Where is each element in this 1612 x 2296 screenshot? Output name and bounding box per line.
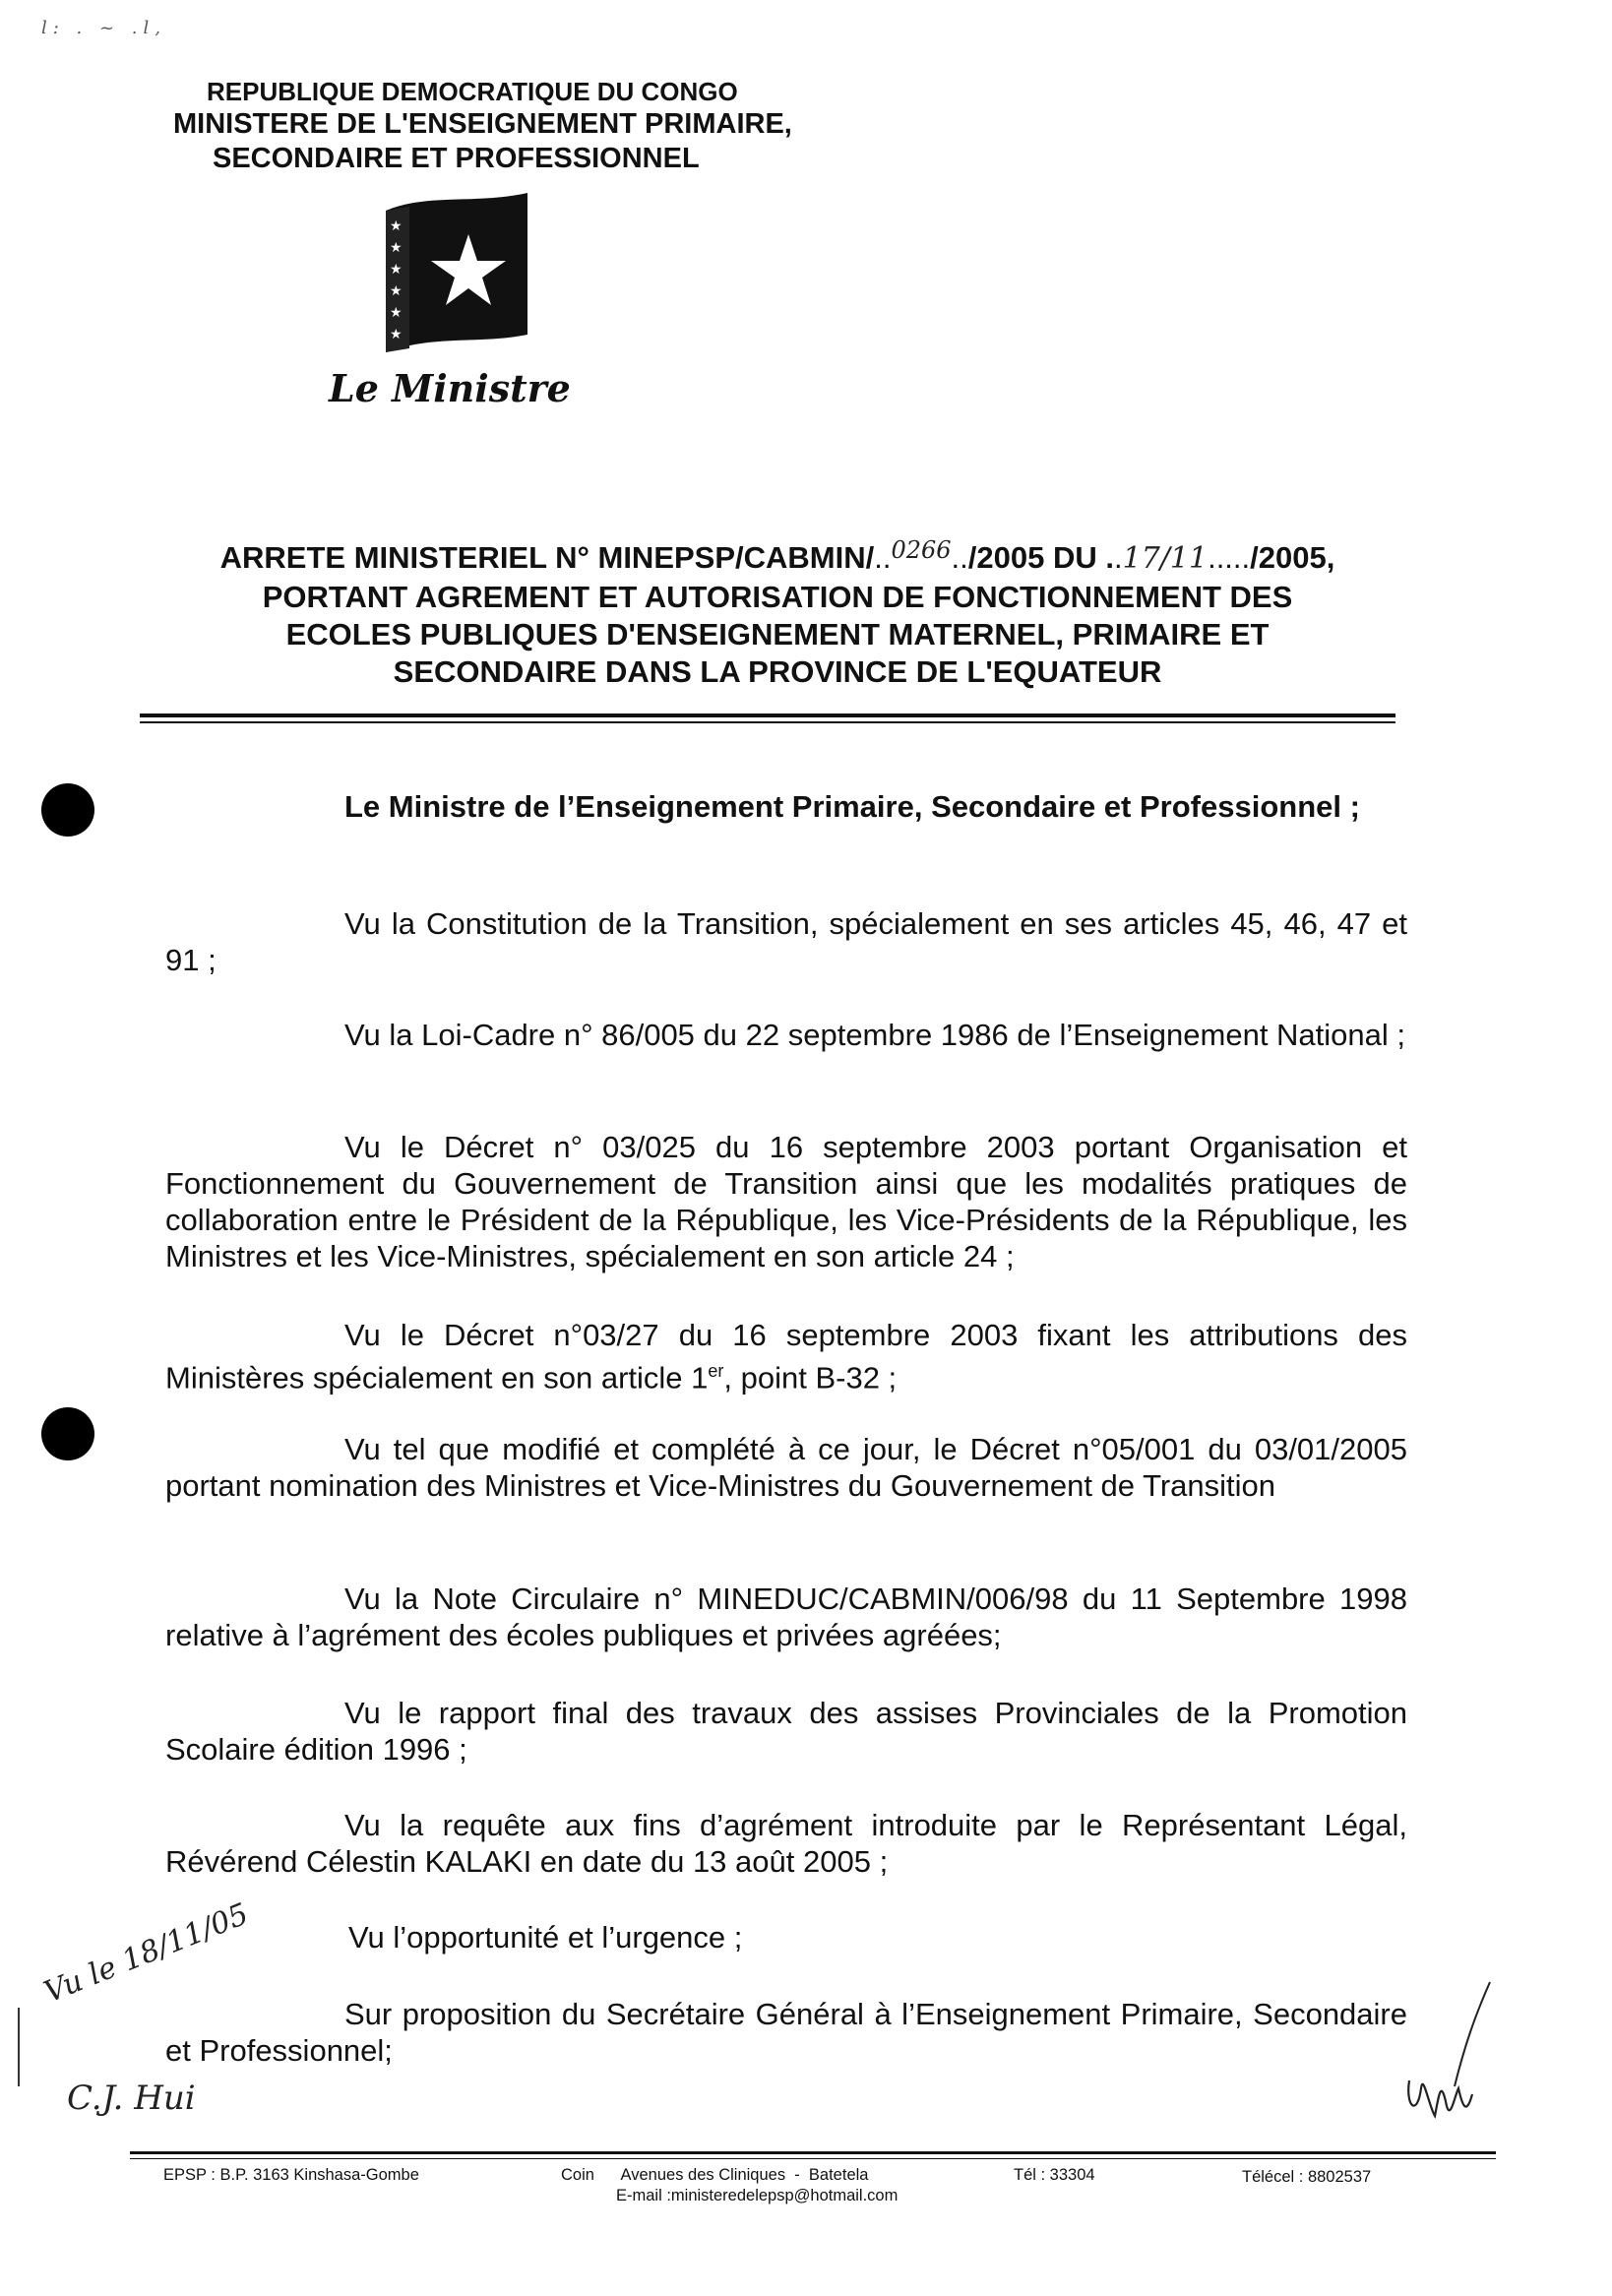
considerant-constitution-text: Vu la Constitution de la Transition, spécialement en ses articles 45, 46, 47 et 91 ; [165,906,1407,977]
considerant-requete-text: Vu la requête aux fins d’agrément introduite par le Représentant Légal, Révérend Célestin KALAKI en date du 13 août 2005 ; [165,1808,1407,1879]
svg-text:★: ★ [390,240,403,256]
considerant-decret-03-27-end: , point B-32 ; [723,1360,898,1396]
considerant-opportunite [165,1919,1407,1955]
punch-hole-middle [41,1407,94,1460]
punch-hole-top [41,783,94,837]
considerant-loi-cadre-text: Vu la Loi-Cadre n° 86/005 du 22 septembre 1986 de l’Enseignement National ; [344,1018,1406,1052]
decree-title-mid: /2005 DU . [967,540,1114,575]
title-double-rule-thin [140,721,1395,723]
preamble-minister-text: Le Ministre de l’Enseignement Primaire, Secondaire et Professionnel ; [344,789,1360,824]
footer-tel: Tél : 33304 [1014,2166,1095,2184]
considerant-rapport-final [165,1695,1407,1768]
handwritten-signature [1395,1978,1504,2126]
scan-marks: l: . ~ .l, [41,18,166,38]
considerant-decret-03-025 [165,1129,1407,1274]
considerant-requete [165,1807,1407,1880]
decree-title-line4: SECONDAIRE DANS LA PROVINCE DE L'EQUATEUR [393,654,1162,689]
considerant-constitution [165,905,1407,978]
footer-double-rule-thin [130,2158,1496,2159]
ministry-name-line2: SECONDAIRE ET PROFESSIONNEL [213,143,700,174]
footer-double-rule [130,2151,1496,2154]
footer-telecel: Télécel : 8802537 [1242,2168,1372,2186]
considerant-note-circulaire-text: Vu la Note Circulaire n° MINEDUC/CABMIN/006/98 du 11 Septembre 1998 relative à l’agrément des écoles publiques et privées agréées; [165,1582,1407,1652]
decree-title-prefix: ARRETE MINISTERIEL N° MINEPSP/CABMIN/ [219,540,875,575]
decree-title-line2: PORTANT AGREMENT ET AUTORISATION DE FONCTIONNEMENT DES [262,580,1293,614]
considerant-decret-03-27-text: Vu le Décret n°03/27 du 16 septembre 2003 fixant les attributions des Ministères spécialement en son article 1 [165,1318,1407,1396]
footer-email: E-mail :ministeredelepsp@hotmail.com [616,2187,899,2204]
considerant-rapport-final-text: Vu le rapport final des travaux des assises Provinciales de la Promotion Scolaire édition 1996 ; [165,1696,1407,1767]
decree-title-line1: ARRETE MINISTERIEL N° MINEPSP/CABMIN/..$^{0266}$../2005 DU ..17/11...../2005, [219,536,1335,576]
considerant-proposition-text: Sur proposition du Secrétaire Général à l’Enseignement Primaire, Secondaire et Professionnel; [165,1997,1407,2068]
svg-text:★: ★ [390,262,403,278]
decree-title-suffix: /2005, [1250,540,1335,575]
svg-text:★: ★ [390,283,403,299]
footer-bp: EPSP : B.P. 3163 Kinshasa-Gombe [163,2166,419,2184]
svg-text:★: ★ [390,305,403,321]
decree-title [148,536,1407,691]
svg-text:★: ★ [390,218,403,234]
handwritten-note-received: Vu le 18/11/05 [39,1896,254,2011]
considerant-note-circulaire [165,1581,1407,1653]
country-name: REPUBLIQUE DEMOCRATIQUE DU CONGO [207,77,738,106]
decree-title-line3: ECOLES PUBLIQUES D'ENSEIGNEMENT MATERNEL, PRIMAIRE ET [285,617,1270,652]
considerant-opportunite-text: Vu l’opportunité et l’urgence ; [348,1920,743,1955]
considerant-decret-05-001 [165,1431,1407,1504]
considerant-decret-03-27 [165,1317,1407,1396]
title-double-rule [140,714,1395,717]
handwritten-decree-number: 0266 [891,536,952,564]
minister-signature-title: Le Ministre [329,366,571,410]
considerant-proposition [165,1996,1407,2069]
handwritten-note-initials: C.J. Hui [67,2079,196,2118]
flag-star-emblem [380,187,537,364]
superscript-er: er [708,1361,724,1381]
footer-address: Coin Avenues des Cliniques - Batetela [561,2166,869,2184]
considerant-loi-cadre [165,1017,1407,1053]
preamble-minister [165,788,1407,825]
ministry-name-line1: MINISTERE DE L'ENSEIGNEMENT PRIMAIRE, [173,108,792,140]
margin-bracket-line [18,2008,20,2086]
handwritten-decree-date: 17/11 [1122,541,1209,576]
svg-text:★: ★ [390,327,403,342]
considerant-decret-05-001-text: Vu tel que modifié et complété à ce jour, le Décret n°05/001 du 03/01/2005 portant nomination des Ministres et Vice-Ministres du Gouvernement de Transition [165,1432,1407,1503]
considerant-decret-03-025-text: Vu le Décret n° 03/025 du 16 septembre 2003 portant Organisation et Fonctionnement du Gouvernement de Transition ainsi que les modalités pratiques de collaboration entre le Président de la République, les Vice-Présidents de la République, les Ministres et les Vice-Ministres, spécialement en son article 24 ; [165,1130,1407,1273]
